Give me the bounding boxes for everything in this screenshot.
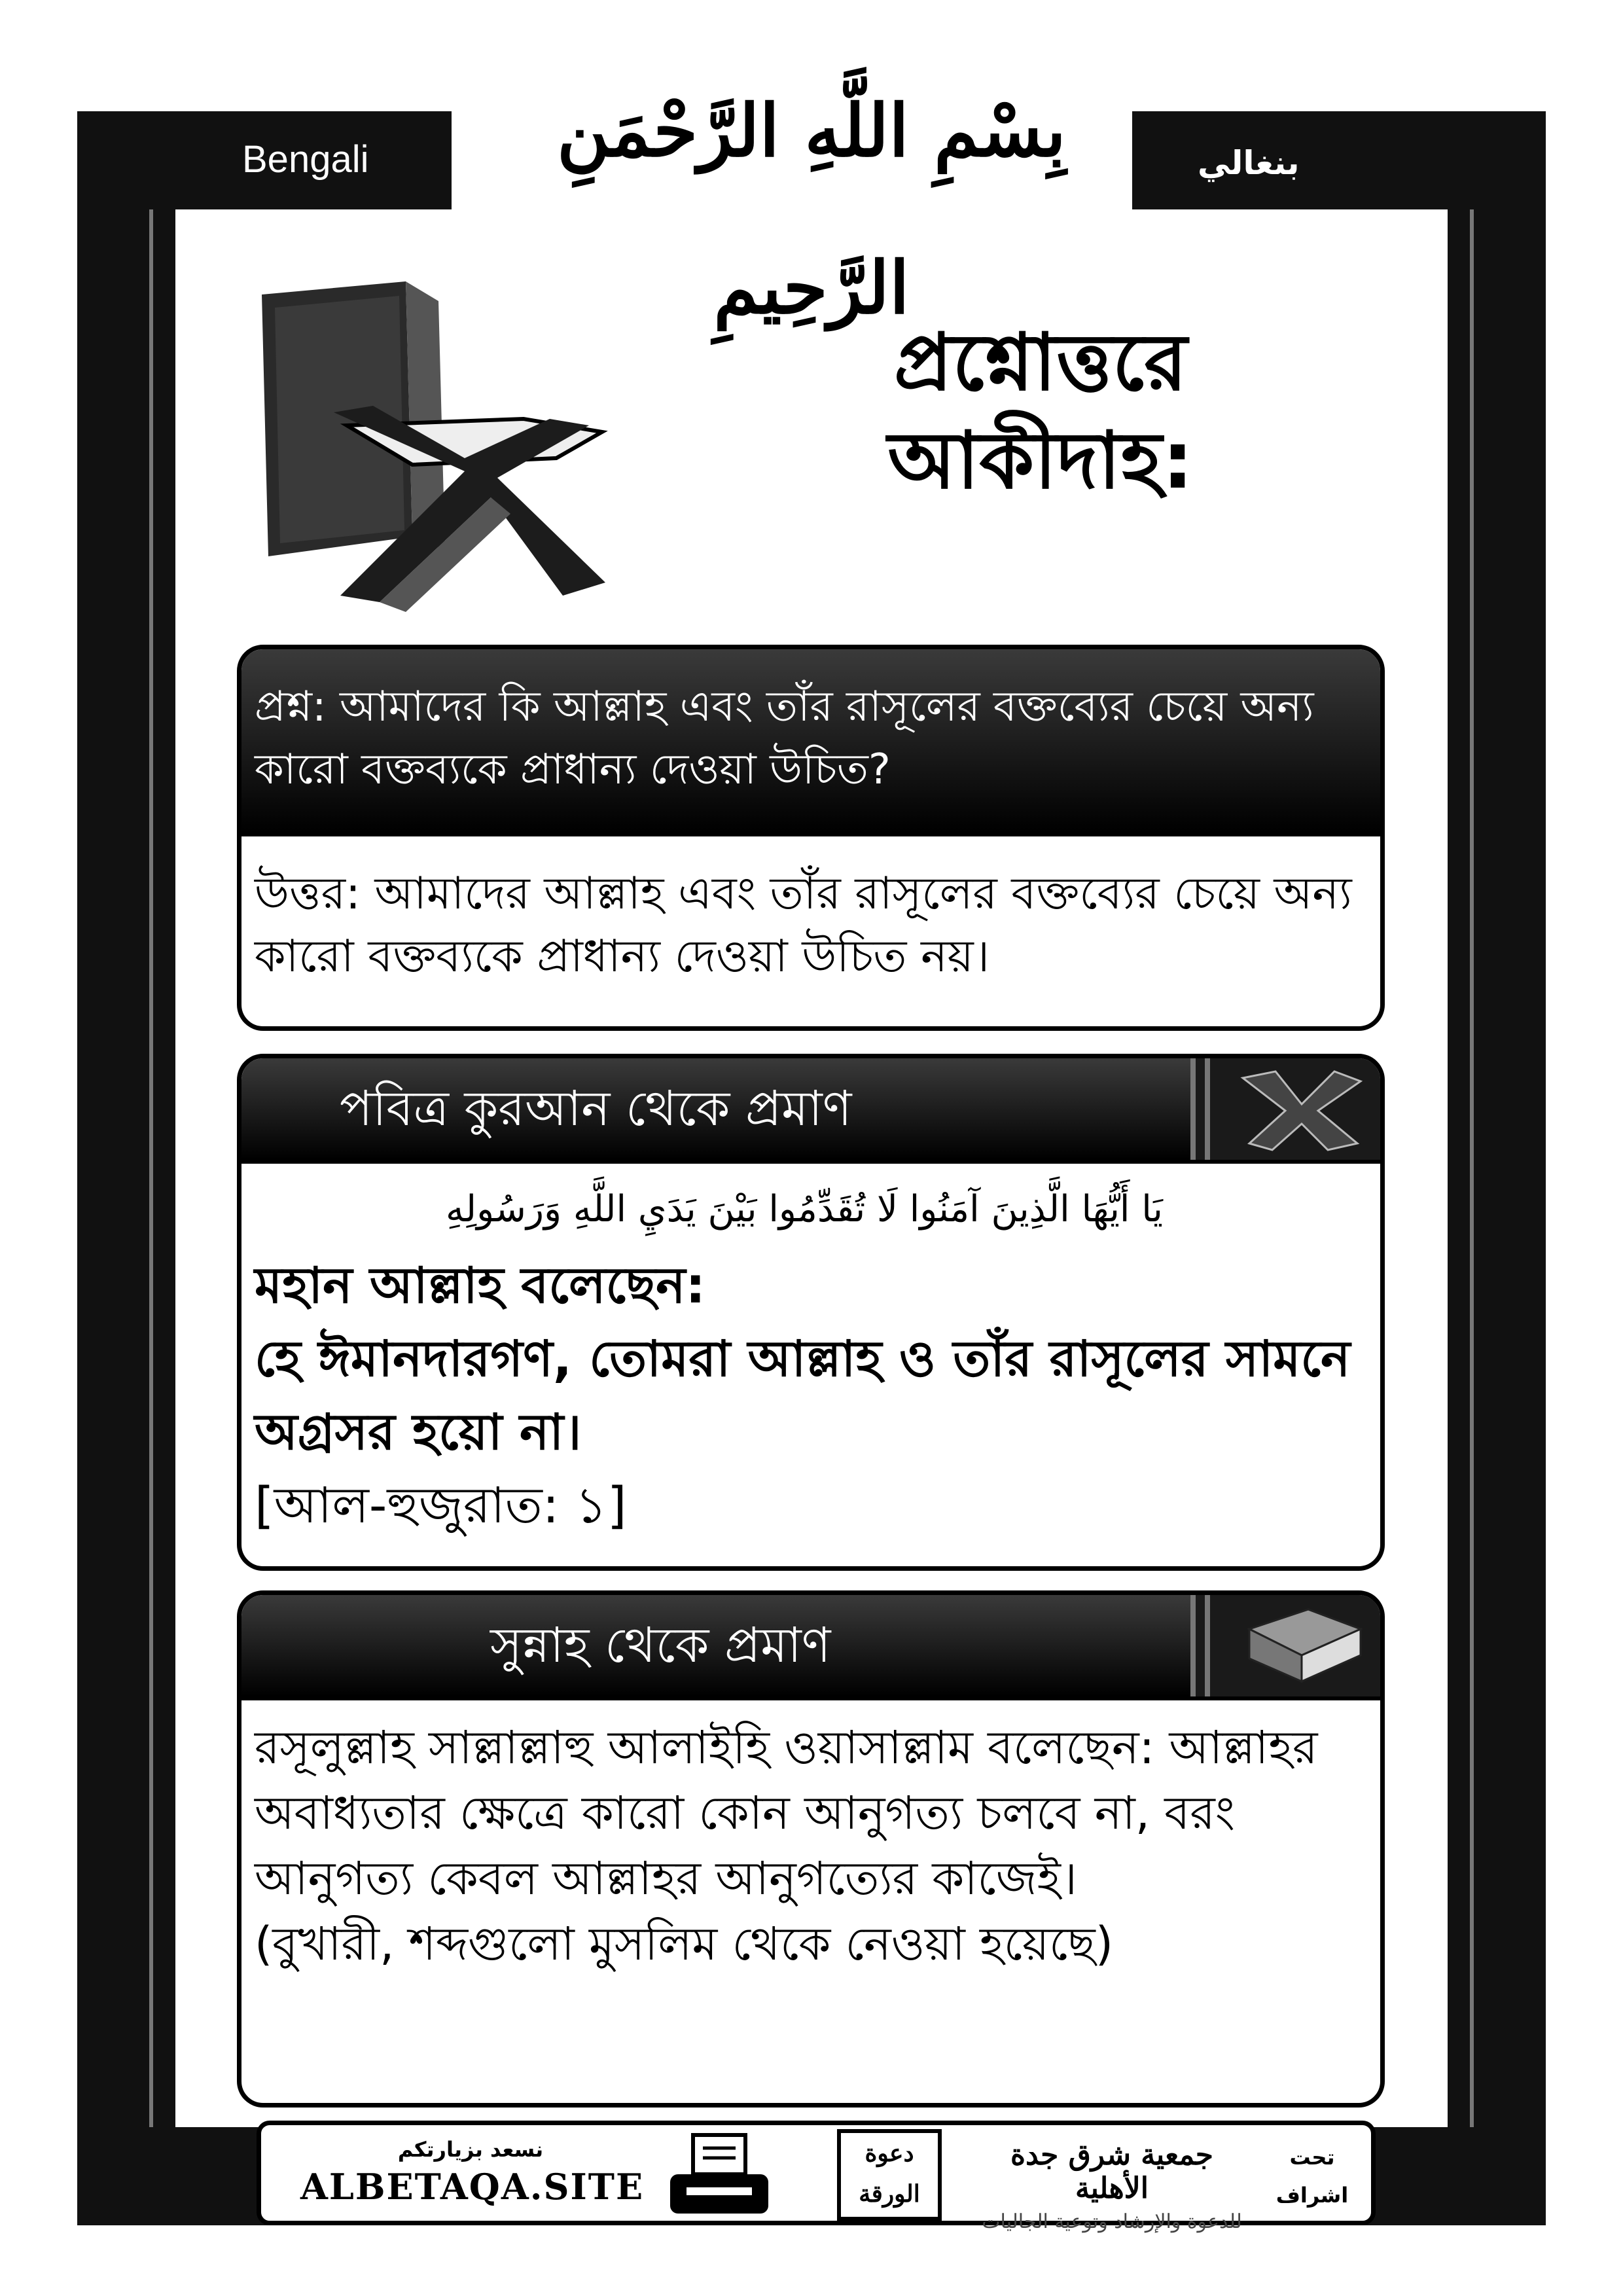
answer-text: উত্তর: আমাদের আল্লাহ এবং তাঁর রাসূলের বক্তব্যের চেয়ে অন্য কারো বক্তব্যকে প্রাধান্য দেওয়া উচিত নয়। (241, 833, 1380, 988)
question-text: প্রশ্ন: আমাদের কি আল্লাহ এবং তাঁর রাসূলের বক্তব্যের চেয়ে অন্য কারো বক্তব্যকে প্রাধান্য দেওয়া উচিত? (241, 649, 1380, 833)
page-title (772, 314, 1309, 511)
sponsor-line-2: اشراف (1275, 2183, 1349, 2208)
question-card (237, 645, 1385, 1031)
title-line-1: প্রশ্নোত্তরে (893, 317, 1188, 408)
sunnah-section-title: সুন্নাহ থেকে প্রমাণ (490, 1617, 831, 1674)
quran-section-header (241, 1058, 1380, 1160)
decor-line (1190, 1058, 1196, 1160)
visit-text: نسعد بزيارتكم (397, 2137, 544, 2162)
quran-stand-small-icon (1236, 1065, 1367, 1153)
header-decoration (1190, 1595, 1380, 1696)
basmala-calligraphy: بِسْمِ اللَّهِ الرَّحْمَنِ الرَّحِيمِ (556, 88, 1067, 330)
sunnah-section-header (241, 1595, 1380, 1696)
sunnah-evidence-card (237, 1590, 1385, 2108)
frame-stripe-left (149, 209, 153, 2127)
book-icon (1230, 1603, 1367, 1688)
header-decoration (1190, 1058, 1380, 1160)
printer-icon (667, 2132, 772, 2217)
frame-right (1448, 111, 1546, 2225)
quran-section-title: পবিত্র কুরআন থেকে প্রমাণ (340, 1081, 852, 1137)
hadith-reference: (বুখারী, শব্দগুলো মুসলিম থেকে নেওয়া হয়েছে) (255, 1917, 1114, 1971)
sunnah-body (241, 1696, 1380, 1977)
quran-stand-icon (249, 255, 615, 622)
quran-evidence-card (237, 1054, 1385, 1571)
decor-line (1190, 1595, 1196, 1696)
quran-intro: মহান আল্লাহ বলেছেন: (255, 1256, 705, 1314)
hadith-text: রসূলুল্লাহ সাল্লাল্লাহু আলাইহি ওয়াসাল্লাম বলেছেন: আল্লাহর অবাধ্যতার ক্ষেত্রে কারো কোন আনুগত্য চলবে না, বরং আনুগত্য কেবল আল্লাহর আনুগত্যের কাজেই। (255, 1721, 1318, 1905)
sponsor-label (1273, 2138, 1351, 2214)
frame-top-right (1132, 111, 1546, 209)
footer-bar (257, 2121, 1376, 2233)
quran-translation: হে ঈমানদারগণ, তোমরা আল্লাহ ও তাঁর রাসূলের সামনে অগ্রসর হয়ো না। (255, 1329, 1351, 1461)
footer-site-block (300, 2137, 645, 2208)
logo-line-1: دعوة (865, 2140, 914, 2167)
dawah-logo (837, 2129, 942, 2221)
frame-left (77, 111, 175, 2225)
language-label-en: Bengali (242, 138, 369, 181)
decor-line (1205, 1595, 1210, 1696)
decor-line (1205, 1058, 1210, 1160)
sponsor-line-1: تحت (1289, 2145, 1335, 2170)
language-label-ar: بنغالي (1198, 144, 1300, 182)
logo-line-2: الورقة (859, 2180, 920, 2208)
organization-subtitle: للدعوة والإرشاد وتوعية الجاليات (982, 2210, 1242, 2233)
frame-stripe-right (1470, 209, 1474, 2127)
quran-body (241, 1160, 1380, 1542)
organization-name: جمعية شرق جدة الأهلية (1010, 2138, 1213, 2205)
quran-reference: [আল-হুজুরাত: ১] (255, 1476, 627, 1534)
title-line-2: আকীদাহ: (887, 416, 1194, 507)
quran-arabic-verse: يَا أَيُّهَا الَّذِينَ آمَنُوا لَا تُقَدِّمُوا بَيْنَ يَدَيِ اللَّهِ وَرَسُولِهِ (446, 1188, 1163, 1230)
organization-logo (974, 2138, 1249, 2233)
site-link[interactable]: ALBETAQA.SITE (300, 2166, 645, 2208)
